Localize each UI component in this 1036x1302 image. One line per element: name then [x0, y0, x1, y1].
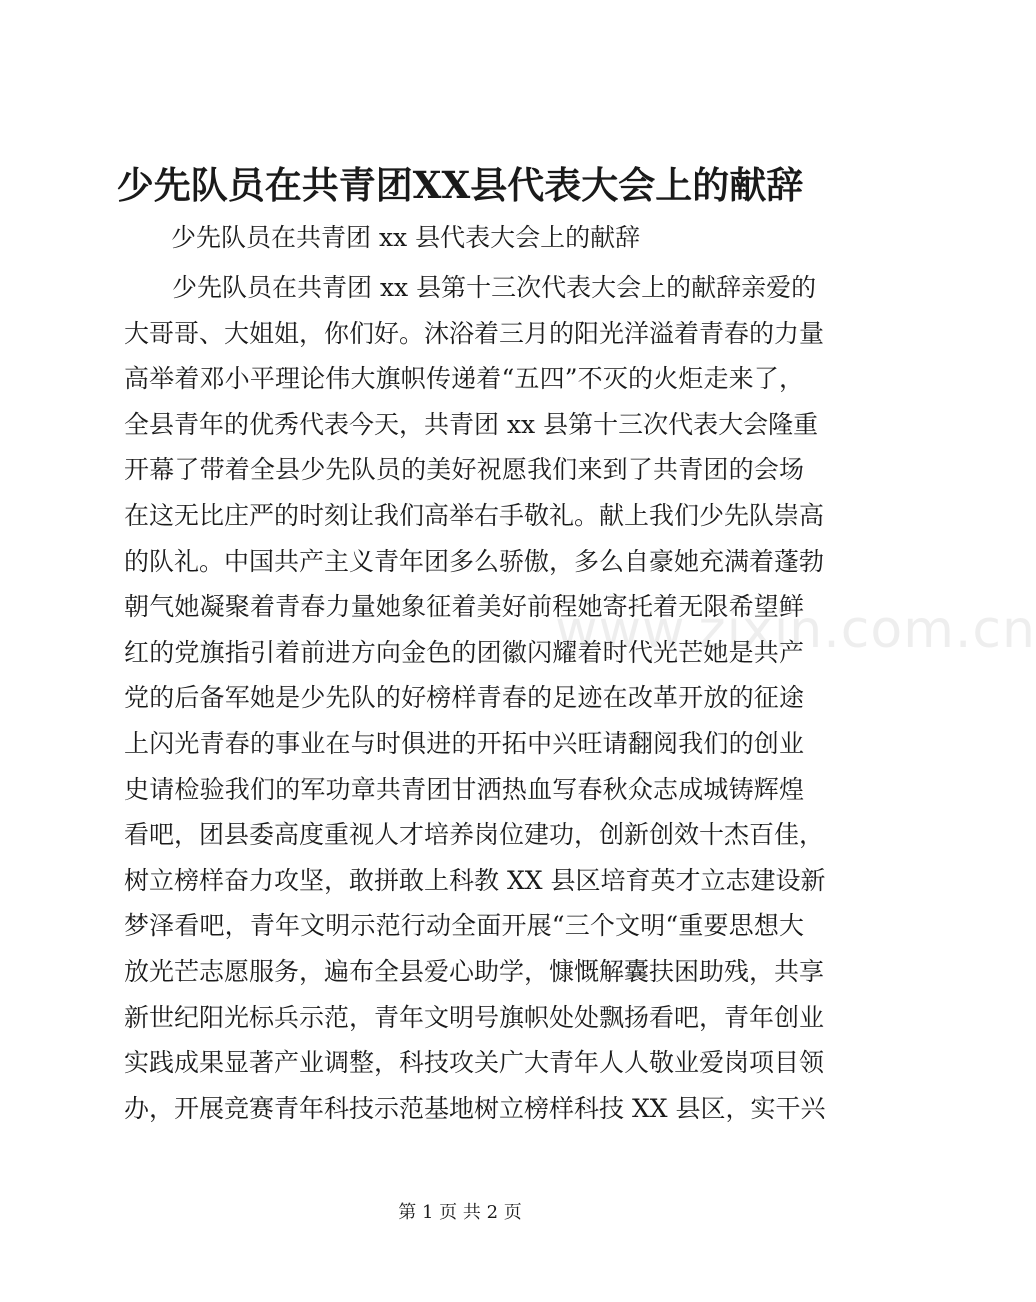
body-line: 大哥哥、大姐姐，你们好。沐浴着三月的阳光洋溢着青春的力量 [124, 318, 825, 348]
body-line: 朝气她凝聚着青春力量她象征着美好前程她寄托着无限希望鲜 [124, 592, 804, 622]
document-title: 少先队员在共青团XX县代表大会上的献辞 [116, 163, 804, 207]
body-line: 放光芒志愿服务，遍布全县爱心助学，慷慨解囊扶困助残，共享 [124, 956, 825, 986]
document-body [124, 265, 826, 1131]
body-line: 实践成果显著产业调整，科技攻关广大青年人人敬业爱岗项目领 [124, 1048, 825, 1078]
body-line: 全县青年的优秀代表今天，共青团 xx 县第十三次代表大会隆重 [124, 409, 819, 439]
body-line: 上闪光青春的事业在与时俱进的开拓中兴旺请翻阅我们的创业 [124, 728, 804, 758]
body-line: 新世纪阳光标兵示范，青年文明号旗帜处处飘扬看吧，青年创业 [124, 1002, 825, 1032]
body-line: 的队礼。中国共产主义青年团多么骄傲，多么自豪她充满着蓬勃 [124, 546, 825, 576]
body-line: 办，开展竞赛青年科技示范基地树立榜样科技 XX 县区，实干兴 [124, 1093, 826, 1123]
page-footer: 第 1 页 共 2 页 [398, 1202, 522, 1223]
body-line: 党的后备军她是少先队的好榜样青春的足迹在改革开放的征途 [124, 683, 804, 713]
body-line: 梦泽看吧，青年文明示范行动全面开展“三个文明“重要思想大 [124, 911, 804, 941]
document-subtitle: 少先队员在共青团 xx 县代表大会上的献辞 [171, 223, 641, 252]
body-line: 高举着邓小平理论伟大旗帜传递着“五四”不灭的火炬走来了， [124, 364, 804, 394]
body-line: 红的党旗指引着前进方向金色的团徽闪耀着时代光芒她是共产 [124, 637, 804, 667]
watermark: www.zixin.com.cn [555, 600, 1036, 660]
body-line: 史请检验我们的军功章共青团甘洒热血写春秋众志成城铸辉煌 [124, 774, 804, 804]
body-line: 在这无比庄严的时刻让我们高举右手敬礼。献上我们少先队崇高 [124, 500, 825, 530]
body-line: 树立榜样奋力攻坚，敢拼敢上科教 XX 县区培育英才立志建设新 [124, 865, 826, 895]
body-line: 开幕了带着全县少先队员的美好祝愿我们来到了共青团的会场 [124, 455, 804, 485]
body-line: 少先队员在共青团 xx 县第十三次代表大会上的献辞亲爱的 [172, 273, 817, 302]
body-line: 看吧，团县委高度重视人才培养岗位建功，创新创效十杰百佳， [124, 820, 825, 850]
